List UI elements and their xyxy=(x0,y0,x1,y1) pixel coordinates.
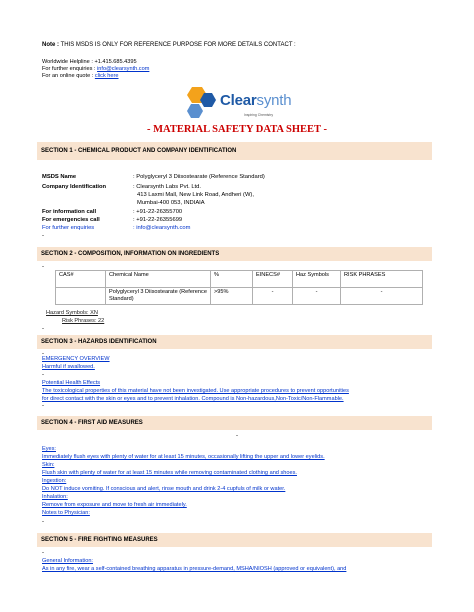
hazard-symbols: Hazard Symbols: XN xyxy=(46,310,98,316)
separator-dash: - xyxy=(42,372,44,378)
msds-name-value: : Polyglyceryl 3 Diisostearate (Reference Standard) xyxy=(133,174,265,180)
quote-label: For an online quote : xyxy=(42,73,94,79)
cell-cas xyxy=(56,288,106,305)
separator-dash: - xyxy=(42,326,44,332)
separator-dash: - xyxy=(42,403,44,409)
skin-text: Flush skin with plenty of water for at least 15 minutes while removing contaminated clothing and shoes. xyxy=(42,470,297,476)
eyes-text: Immediately flush eyes with plenty of water for at least 15 minutes, occasionally lifting the upper and lower eyelids. xyxy=(42,454,325,460)
separator-dash: - xyxy=(42,264,44,270)
logo-wordmark xyxy=(220,92,291,110)
company-line-1: : Clearsynth Labs Pvt. Ltd. xyxy=(133,184,201,190)
section-2-header: SECTION 2 - COMPOSITION, INFORMATION ON INGREDIENTS xyxy=(37,247,432,261)
document-title: - MATERIAL SAFETY DATA SHEET - xyxy=(147,124,327,135)
fire-text-line-1: As in any fire, wear a self-contained breathing apparatus in pressure-demand, MSHA/NIOSH (approved or equivalent), and xyxy=(42,566,347,572)
header-cas: CAS# xyxy=(56,271,106,288)
company-line-3: Mumbai-400 053, INDIAIA xyxy=(137,200,205,206)
further-enquiries-email[interactable]: info@clearsynth.com xyxy=(136,225,191,231)
quote-link[interactable]: click here xyxy=(94,73,119,79)
emergency-call-value: : +91-22-26355699 xyxy=(133,217,183,223)
company-line-2: 413 Laxmi Mall, New Link Road, Andheri (W), xyxy=(137,192,254,198)
note-text: THIS MSDS IS ONLY FOR REFERENCE PURPOSE FOR MORE DETAILS CONTACT : xyxy=(60,42,296,48)
enquiries-label: For further enquiries : xyxy=(42,66,96,72)
potential-health-effects: Potential Health Effects xyxy=(42,380,101,386)
cell-risk-phrases: - xyxy=(341,288,423,305)
company-label: Company Identification xyxy=(42,184,107,190)
inhalation-label: Inhalation: xyxy=(42,494,68,500)
helpline-text: Worldwide Helpline : +1.415.685.4395 xyxy=(42,59,137,65)
table-header-row xyxy=(56,271,423,288)
general-information: General Information: xyxy=(42,558,93,564)
hexagon-logo-icon xyxy=(178,83,222,123)
ingestion-text: Do NOT induce vomiting. If conscious and alert, rinse mouth and drink 2-4 cupfuls of milk or water. xyxy=(42,486,286,492)
health-text-line-1: The toxicological properties of this material have not been investigated. Use appropriate procedures to prevent opportunities xyxy=(42,388,349,394)
cell-einecs: - xyxy=(253,288,293,305)
logo-clear: Clear xyxy=(220,92,257,109)
section-3-header: SECTION 3 - HAZARDS IDENTIFICATION xyxy=(37,335,432,349)
reference-note xyxy=(42,42,296,49)
cell-percent: >95% xyxy=(211,288,253,305)
separator-dash: - xyxy=(42,351,44,357)
emergency-overview: EMERGENCY OVERVIEW xyxy=(42,356,110,362)
header-percent: % xyxy=(211,271,253,288)
info-call-label: For information call xyxy=(42,209,97,215)
ingredients-table xyxy=(55,270,423,305)
section-5-header: SECTION 5 - FIRE FIGHTING MEASURES xyxy=(37,533,432,547)
msds-name-label: MSDS Name xyxy=(42,174,77,180)
further-enquiries-label: For further enquiries xyxy=(42,225,95,231)
clearsynth-logo xyxy=(178,83,298,123)
skin-label: Skin: xyxy=(42,462,55,468)
notes-to-physician: Notes to Physician: xyxy=(42,510,90,516)
ingestion-label: Ingestion: xyxy=(42,478,67,484)
separator-dash: - xyxy=(236,433,238,439)
contact-block xyxy=(42,59,149,80)
enquiries-line xyxy=(42,66,149,73)
separator-dash: - xyxy=(42,519,44,525)
header-chemical-name: Chemical Name xyxy=(106,271,211,288)
table-row xyxy=(56,288,423,305)
cell-haz-symbols: - xyxy=(293,288,341,305)
note-label: Note : xyxy=(42,42,59,48)
quote-line xyxy=(42,73,149,80)
logo-synth: synth xyxy=(256,92,292,109)
separator-dash: - xyxy=(42,550,44,556)
eyes-label: Eyes: xyxy=(42,446,56,452)
enquiries-email-link[interactable]: info@clearsynth.com xyxy=(97,66,150,72)
further-enquiries-value xyxy=(133,225,190,232)
harmful-text: Harmful if swallowed. xyxy=(42,364,95,370)
info-call-value: : +91-22-26355700 xyxy=(133,209,183,215)
further-enquiries-colon: : xyxy=(133,225,135,231)
section-1-header: SECTION 1 - CHEMICAL PRODUCT AND COMPANY IDENTIFICATION xyxy=(37,142,432,160)
emergency-call-label: For emergencies call xyxy=(42,217,100,223)
header-risk-phrases: RISK PHRASES xyxy=(341,271,423,288)
section-4-header: SECTION 4 - FIRST AID MEASURES xyxy=(37,416,432,430)
separator-dash: - xyxy=(42,233,44,239)
header-haz-symbols: Haz Symbols xyxy=(293,271,341,288)
header-einecs: EINECS# xyxy=(253,271,293,288)
risk-phrases: Risk Phrases: 22 xyxy=(62,318,105,324)
health-text-line-2: for direct contact with the skin or eyes and to prevent inhalation. Compound is Non-hazardous,Non-Toxic/Non-Flammable. xyxy=(42,396,344,402)
inhalation-text: Remove from exposure and move to fresh air immediately. xyxy=(42,502,187,508)
logo-tagline: Inspiring Chemistry xyxy=(244,113,274,117)
cell-chemical-name: Polyglyceryl 3 Diisostearate (Reference Standard) xyxy=(106,288,211,305)
